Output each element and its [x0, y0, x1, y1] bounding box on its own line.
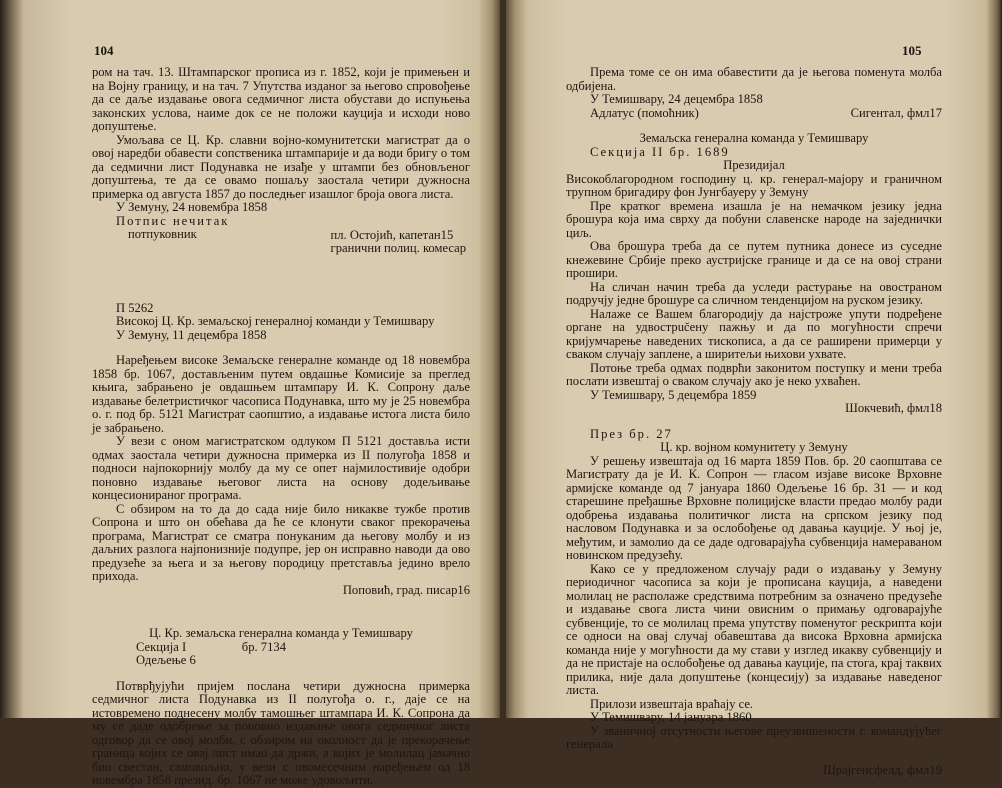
paragraph: У решењу извештаја од 16 марта 1859 Пов. бр. 20 саопштава се Магистрату да је И. К. Сопрон — гласом изјаве високе Врховне армијске команде од 7 јануара 1860 Одељење 16 бр. 31 — и код старешине пређашње Врховне полицијске власти предао молбу ради одобрења издавања политичког листа на српском језику под насловом Подунавка и за ослобођење од давања кауције. У њој је, међутим, и замолио да се даде одговарајућа субвенција намераваном новинском предузећу.: [566, 453, 942, 562]
section-subheader: Президијал: [723, 158, 785, 172]
place-date: У Темишвару, 14 јануара 1860: [590, 710, 752, 724]
page-number: 104: [94, 43, 114, 58]
left-text-column: [92, 66, 470, 788]
paragraph: Потоње треба одмах подврћи законитом поступку и мени треба послати извештај о сваком случају ако је неко ухваћен.: [566, 360, 942, 388]
paragraph: У званичној отсутности његове преузвишености г. командујућег генерала: [566, 723, 942, 751]
place-date: У Темишвару, 24 децембра 1858: [590, 92, 763, 106]
section-header: Земаљска генерална команда у Темишвару: [639, 131, 869, 145]
paragraph: Како се у предложеном случају ради о издавању у Земуну периодичног часописа за који је прописана кауција, а наведени молилац не располаже средствима потребним за означено предузеће и издавање свога листа чини овисним о примању одговарајуће субвенције, то се молилац према упутству поменутог рескрипта који се односи на овај случај обавештава да висока Врховна армијска команда није у могућности да му стави у изглед икакву субвенцију и да не пристаје на ослобођење од давања кауције, па стога, крај таквих прилика, није дала допуштење (концесију) за издавање наведеног листа.: [566, 561, 942, 697]
paragraph: У вези с оном магистратском одлуком П 5121 достављa исти одмах заостала четири дужносна примерка из II полугођа 1858 и подноси најпокорнију молбу да му се опет најмилостивије одобри поновно издавање његовог листа на основу додељивање концесионираног програма.: [92, 434, 470, 502]
signature-block: [566, 107, 942, 121]
left-page: [0, 0, 500, 787]
paragraph: Умољава се Ц. Кр. славни војно-комунитетски магистрат да о овој наредби обавести сопственика штампарије и да води бригу о том да седмични лист Подунавка не изађе у штампи без обновљеног допуштења, те да се овамо пошаљу заостала четири дужносна примерка од августа 1857 до последњег изашлог броја овога листа.: [92, 132, 470, 201]
section-number: През бр. 27: [590, 426, 673, 441]
signature-block: [92, 215, 470, 256]
paragraph: Потврђујући пријем послана четири дужносна примерка седмичног листа Подунавка из II полугођа о. г., даје се на истовремено поднесену молбу тамошњег штампара И. К. Сопрона да му се даде одобрење за поновно издавање овога седмичног листа одговор да се овој молби, с обзиром на околност да је прекорачење граница којих се овај лист имао да држи, а којих је молилац јамачно био свестан, самовољно, у вези с овомесечним наређењем од 18 новембра 1858 презид. бр. 1067 не може удовољити.: [92, 678, 470, 787]
paragraph: Наређењем високе Земаљске генералне команде од 18 новембра 1858 бр. 1067, достављеним путем овдашње Комисије за преглед књига, забрањено је овдашњем штампару И. К. Сопрону даље издавање белетристичког часописа Подунавка, што му је 25 новембра о. г. под бр. 5121 Магистрат саопштио, а издавање истога листа било је забрањено.: [92, 353, 470, 435]
addressee: Ц. кр. војном комунитету у Земуну: [660, 440, 848, 454]
paragraph: Пре кратког времена изашла је на немачком језику једна брошура која има сврху да побуни славенске народе на заједнички циљ.: [566, 198, 942, 240]
place-date: У Земуну, 11 децембра 1858: [116, 327, 267, 342]
place-date: У Земуну, 24 новембра 1858: [116, 200, 268, 214]
signature-title: Адлатус (помоћник): [590, 105, 699, 120]
signature-name: Сигентал, фмл17: [850, 105, 942, 120]
department: Одељење 6: [136, 653, 196, 667]
section-ref: бр. 7134: [241, 639, 286, 654]
paragraph: Налаже се Вашем благородију да најстроже упути подређене органе на удвострučену пажњу и да по могућности спречи кријумчарење наведених тискописа, а да се раширени примерци у сваком случају заплене, а ширитељи њихови ухвате.: [566, 306, 942, 361]
right-page: [506, 0, 1002, 777]
paragraph: Ова брошура треба да се путем путника донесе из суседне кнежевине Србије преко аустријске границе и да се на овој страни прошири.: [566, 239, 942, 280]
place-date: У Темишвару, 5 децембра 1859: [590, 387, 757, 402]
right-text-column: [566, 66, 942, 777]
paragraph: С обзиром на то да до сада није било никакве тужбе против Сопрона и што он обећава да ће се клонути сваког прекорачења програма, Магистрат се сматра понуканим да његову молбу и из даљних разлога најпонизније подупре, јер он исправно наводи да ово предузеће за њега и за његову породицу претставља једино врело прихода.: [92, 501, 470, 583]
signature-title: потпуковник: [128, 227, 197, 241]
paragraph: Према томе се он има обавестити да је његова поменута молба одбијена.: [566, 65, 942, 93]
section-header: Ц. Кр. земаљска генерална команда у Темишвару: [149, 626, 413, 640]
paragraph: ром на тач. 13. Штампарског прописа из г. 1852, који је примењен и на Војну границу, и на тач. 7 Упутства изданог за његово спровођење да се даље издавање овога седмичног листа обустави до испуњења законских услова, наиме док се не положи кауција и исходи ново допуштење.: [92, 65, 470, 133]
signature-name: Шрајгенсфелд, фмл19: [823, 762, 942, 777]
signature-name: Шокчевић, фмл18: [845, 401, 942, 415]
signature-name: пл. Остојић, капетан15: [330, 227, 454, 242]
signature-title: гранични полиц. комесар: [330, 241, 466, 255]
document-reference: П 5262: [116, 300, 154, 315]
signature-name: Поповић, град. писар16: [342, 582, 470, 597]
page-number: 105: [902, 43, 922, 58]
addressee: Високоблагородном господину ц. кр. генерал-мајору и граничном трупном бригадиру фон Јунгбауеру у Земуну: [566, 171, 942, 199]
section-number: Секција II бр. 1689: [590, 144, 730, 159]
section-label: Секција I: [136, 639, 187, 654]
paragraph: Прилози извештаја враћају се.: [590, 696, 754, 711]
signature-line: Потпис нечитак: [116, 213, 230, 228]
paragraph: На сличан начин треба да уследи растурање на овостраном подручју једне брошуре са сличном тенденцијом на руском језику.: [566, 279, 942, 307]
section-number: [92, 641, 286, 655]
addressee: Високој Ц. Кр. земаљској генералној команди у Темишвару: [116, 314, 435, 328]
